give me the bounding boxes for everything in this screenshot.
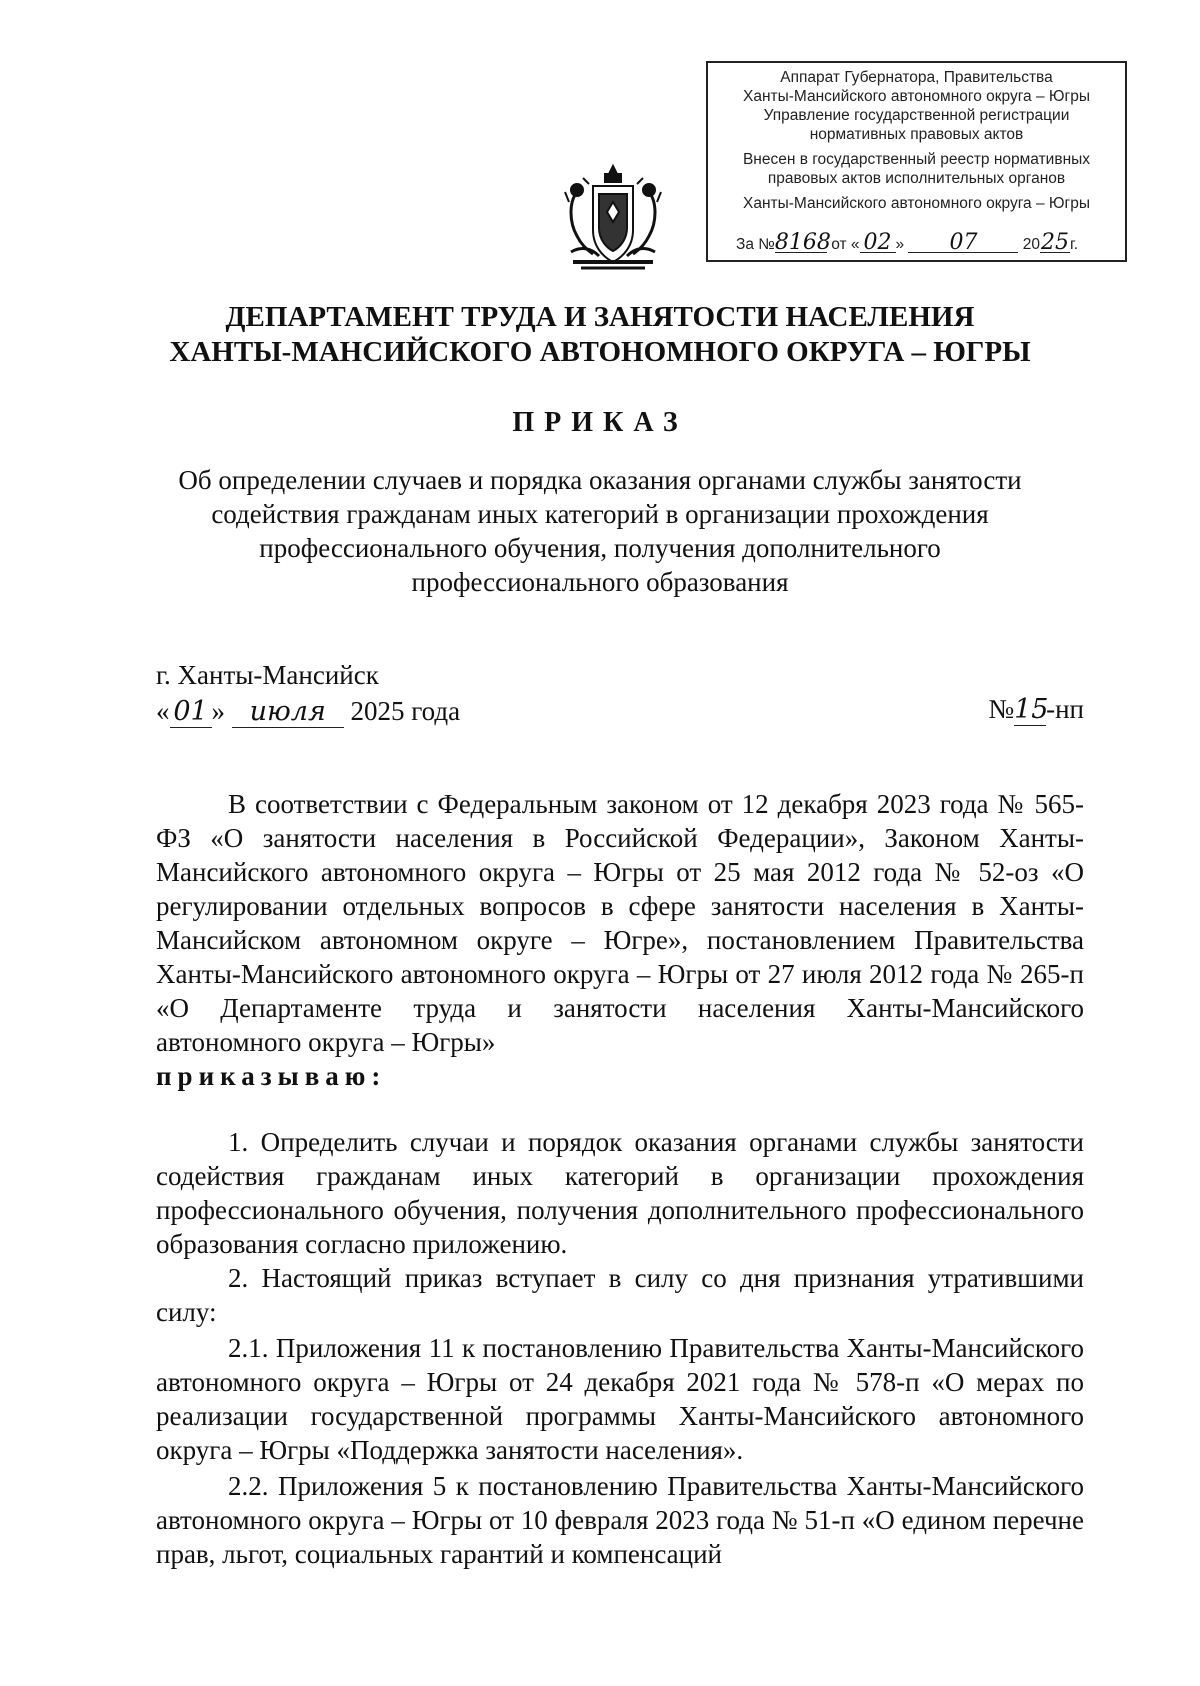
stamp-reg-month: 07 bbox=[908, 233, 1018, 253]
subject-line: профессионального обучения, получения дополнительного bbox=[259, 533, 941, 563]
city: г. Ханты-Мансийск bbox=[156, 660, 379, 690]
stamp-line: правовых актов исполнительных органов bbox=[767, 170, 1066, 187]
stamp-line: Управление государственной регистрации bbox=[763, 107, 1070, 124]
item-1: 1. Определить случаи и порядок оказания органами службы занятости содействия гражданам иных категорий в организации прохождения профессионального обучения, получения дополнительного профессионального образования согласно приложению. bbox=[156, 1127, 1084, 1259]
department-name bbox=[0, 300, 1200, 370]
stamp-line: Внесен в государственный реестр нормативных bbox=[742, 151, 1091, 168]
number-value: 15 bbox=[1014, 694, 1049, 725]
date-day: 01 bbox=[170, 696, 212, 728]
department-line-2: ХАНТЫ-МАНСИЙСКОГО АВТОНОМНОГО ОКРУГА – ЮГРЫ bbox=[169, 336, 1031, 368]
stamp-reg-day: 02 bbox=[860, 233, 896, 253]
order-body bbox=[156, 787, 1084, 1571]
item-2-1: 2.1. Приложения 11 к постановлению Правительства Ханты-Мансийского автономного округа – Югры от 24 декабря 2021 года № 578-п «О мерах по реализации государственной программы Ханты-Мансийского автономного округа – Югры «Поддержка занятости населения». bbox=[156, 1333, 1084, 1465]
stamp-reg-prefix: За № bbox=[736, 236, 775, 253]
item-2: 2. Настоящий приказ вступает в силу со дня признания утратившими силу: bbox=[156, 1263, 1084, 1327]
number-prefix: № bbox=[988, 694, 1015, 724]
number-suffix: -нп bbox=[1046, 694, 1084, 724]
order-number bbox=[988, 694, 1084, 726]
preamble-paragraph bbox=[156, 787, 1084, 1059]
order-subject bbox=[0, 463, 1200, 599]
stamp-reg-number: 8168 bbox=[774, 230, 831, 255]
subject-line: содействия гражданам иных категорий в организации прохождения bbox=[211, 499, 989, 529]
department-line-1: ДЕПАРТАМЕНТ ТРУДА И ЗАНЯТОСТИ НАСЕЛЕНИЯ bbox=[225, 301, 975, 333]
stamp-reg-quote: » bbox=[895, 236, 905, 253]
stamp-registration-row bbox=[736, 230, 1117, 255]
subject-line: Об определении случаев и порядка оказания органами службы занятости bbox=[178, 465, 1022, 495]
order-date bbox=[156, 696, 460, 728]
registration-stamp bbox=[706, 61, 1127, 262]
order-word: приказываю: bbox=[156, 1061, 387, 1091]
stamp-reg-year-prefix: 20 bbox=[1022, 236, 1041, 253]
stamp-line: Ханты-Мансийского автономного округа – Югры bbox=[743, 195, 1090, 212]
preamble-text: В соответствии с Федеральным законом от 12 декабря 2023 года № 565-ФЗ «О занятости населения в Российской Федерации», Законом Ханты-Мансийского автономного округа – Югры от 25 мая 2012 года № 52-оз «О регулировании отдельных вопросов в сфере занятости населения в Ханты-Мансийском автономном округе – Югре», постановлением Правительства Ханты-Мансийского автономного округа – Югры от 27 июля 2012 года № 265-п «О Департаменте труда и занятости населения Ханты-Мансийского автономного округа – Югры» bbox=[156, 789, 1084, 1057]
order-title: ПРИКАЗ bbox=[512, 407, 688, 438]
date-month: июля bbox=[232, 696, 344, 728]
stamp-reg-year: 25 bbox=[1041, 230, 1070, 255]
stamp-line: нормативных правовых актов bbox=[809, 126, 1024, 143]
stamp-line: Аппарат Губернатора, Правительства bbox=[780, 69, 1053, 86]
date-open-quote: « bbox=[156, 696, 170, 726]
stamp-reg-from: от « bbox=[831, 236, 860, 253]
stamp-line: Ханты-Мансийского автономного округа – Югры bbox=[743, 88, 1090, 105]
item-2-2: 2.2. Приложения 5 к постановлению Правительства Ханты-Мансийского автономного округа – Югры от 10 февраля 2023 года № 51-п «О едином перечне прав, льгот, социальных гарантий и компенсаций bbox=[156, 1471, 1084, 1569]
coat-of-arms-icon bbox=[563, 162, 663, 277]
subject-line: профессионального образования bbox=[411, 567, 789, 597]
date-close-quote: » bbox=[211, 696, 225, 726]
date-year: 2025 года bbox=[350, 696, 461, 726]
stamp-reg-suffix: г. bbox=[1070, 236, 1079, 253]
